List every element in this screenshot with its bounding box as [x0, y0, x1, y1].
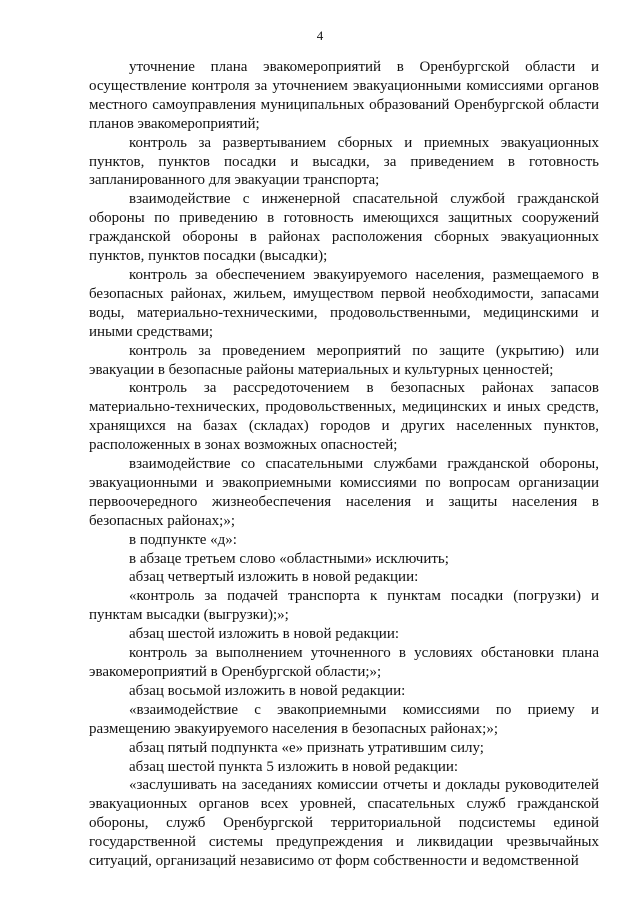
paragraph: контроль за выполнением уточненного в условиях обстановки плана эвакомероприятий в Оренбургской области;»; [89, 645, 599, 680]
paragraph: контроль за проведением мероприятий по защите (укрытию) или эвакуации в безопасные районы материальных и культурных ценностей; [89, 342, 599, 378]
paragraph: контроль за обеспечением эвакуируемого населения, размещаемого в безопасных районах, жильем, имуществом первой необходимости, запасами воды, материально-техническими, продовольственными, медицинскими и иными средствами; [89, 266, 599, 340]
paragraph: в подпункте «д»: [129, 531, 237, 548]
paragraph: в абзаце третьем слово «областными» исключить; [129, 550, 449, 567]
paragraph: взаимодействие с инженерной спасательной службой гражданской обороны по приведению в готовность имеющихся защитных сооружений гражданской обороны в районах расположения сборных эвакуационных пунктов, пунктов посадки (высадки); [89, 191, 599, 265]
paragraph: абзац четвертый изложить в новой редакции: [129, 569, 419, 586]
paragraph: контроль за рассредоточением в безопасных районах запасов материально-технических, продовольственных, медицинских и иных средств, хранящихся на базах (складах) городов и других населенных пунктов, расположенных в зонах возможных опасностей; [89, 380, 599, 454]
paragraph: взаимодействие со спасательными службами гражданской обороны, эвакуационными и эвакоприемными комиссиями по вопросам организации первоочередного жизнеобеспечения населения и защиты населения в безопасных районах;»; [89, 456, 599, 529]
paragraph: «контроль за подачей транспорта к пунктам посадки (погрузки) и пунктам высадки (выгрузки);»; [89, 588, 599, 624]
paragraph: абзац пятый подпункта «е» признать утратившим силу; [129, 739, 484, 756]
paragraph: уточнение плана эвакомероприятий в Оренбургской области и осуществление контроля за уточнением эвакуационными комиссиями органов местного самоуправления муниципальных образований Оренбургской области планов эвакомероприятий; [89, 59, 599, 132]
paragraph: абзац шестой изложить в новой редакции: [129, 626, 400, 643]
paragraph: абзац восьмой изложить в новой редакции: [129, 682, 406, 699]
paragraph: абзац шестой пункта 5 изложить в новой редакции: [129, 758, 459, 775]
paragraph: «заслушивать на заседаниях комиссии отчеты и доклады руководителей эвакуационных органов всех уровней, спасательных служб гражданской обороны, служб Оренбургской территориальной подсистемы единой государственной системы предупреждения и ликвидации чрезвычайных ситуаций, организаций независимо от форм собственности и ведомственной [89, 777, 599, 870]
paragraph: контроль за развертыванием сборных и приемных эвакуационных пунктов, пунктов посадки и высадки, за приведением в готовность запланированного для эвакуации транспорта; [89, 134, 599, 189]
page-number: 4 [316, 28, 324, 43]
document-body [89, 58, 599, 871]
paragraph: «взаимодействие с эвакоприемными комиссиями по приему и размещению эвакуируемого населения в безопасных районах;»; [89, 701, 599, 737]
